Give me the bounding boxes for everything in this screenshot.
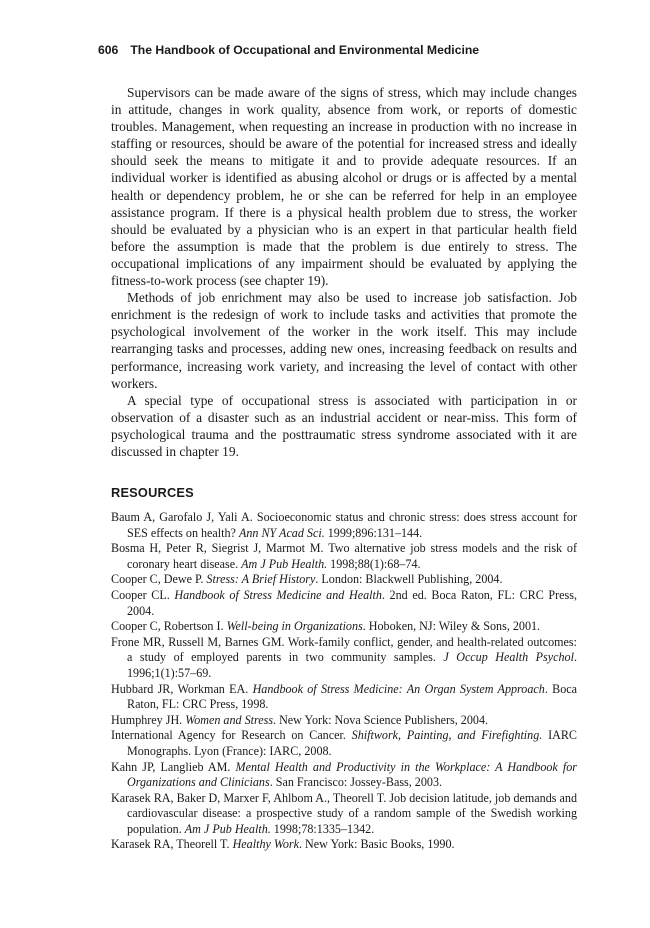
- page-header: [98, 43, 568, 57]
- reference-item: Cooper C, Robertson I. Well-being in Organizations. Hoboken, NJ: Wiley & Sons, 2001.: [111, 619, 541, 634]
- reference-item: Frone MR, Russell M, Barnes GM. Work-family conflict, gender, and health-related outcomes: a study of employed parents in two community samples. J Occup Health Psychol. 1996;1(1):57–69.: [111, 634, 577, 680]
- running-title: The Handbook of Occupational and Environmental Medicine: [130, 43, 480, 57]
- reference-item: Kahn JP, Langlieb AM. Mental Health and Productivity in the Workplace: A Handbook for Organizations and Clinicians. San Francisco: Jossey-Bass, 2003.: [111, 759, 578, 790]
- reference-list: [111, 510, 577, 853]
- reference-item: Humphrey JH. Women and Stress. New York: Nova Science Publishers, 2004.: [111, 712, 489, 727]
- paragraph: Methods of job enrichment may also be used to increase job satisfaction. Job enrichment is the redesign of work to include tasks and activities that promote the psychological involvement of the worker in the work itself. This may include rearranging tasks and processes, adding new ones, increasing feedback on results and performance, increasing work variety, and increasing the level of contact with other workers.: [111, 290, 577, 391]
- reference-item: International Agency for Research on Cancer. Shiftwork, Painting, and Firefighting. IARC Monographs. Lyon (France): IARC, 2008.: [111, 728, 577, 758]
- body-text: [111, 84, 577, 460]
- reference-item: Baum A, Garofalo J, Yali A. Socioeconomic status and chronic stress: does stress account for SES effects on health? Ann NY Acad Sci. 1999;896:131–144.: [111, 510, 577, 540]
- paragraph: A special type of occupational stress is associated with participation in or observation of a disaster such as an industrial accident or near-miss. This form of psychological trauma and the posttraumatic stress syndrome associated with it are discussed in chapter 19.: [111, 392, 577, 459]
- resources-heading: RESOURCES: [111, 485, 194, 500]
- page-number: 606: [98, 43, 119, 57]
- reference-item: Bosma H, Peter R, Siegrist J, Marmot M. Two alternative job stress models and the risk of coronary heart disease. Am J Pub Health. 1998;88(1):68–74.: [111, 541, 577, 571]
- reference-item: Cooper CL. Handbook of Stress Medicine and Health. 2nd ed. Boca Raton, FL: CRC Press, 2004.: [111, 587, 577, 618]
- reference-item: Cooper C, Dewe P. Stress: A Brief History. London: Blackwell Publishing, 2004.: [111, 572, 503, 587]
- paragraph: Supervisors can be made aware of the signs of stress, which may include changes in attitude, changes in work quality, absence from work, or reports of domestic troubles. Management, when requesting an increase in production with no increase in staffing or resources, should be aware of the potential for increased stress and ideally should seek the means to mitigate it and to provide adequate resources. If an individual worker is identified as abusing alcohol or drugs or is affected by a mental health or dependency problem, he or she can be referred for help in an employee assistance program. If there is a physical health problem due to stress, the worker should be evaluated by a physician who is an expert in that particular health field before the assumption is made that the problem is due entirely to stress. The occupational implications of any impairment should be evaluated by applying the fitness-to-work process (see chapter 19).: [111, 85, 577, 289]
- reference-item: Karasek RA, Baker D, Marxer F, Ahlbom A., Theorell T. Job decision latitude, job demands and cardiovascular disease: a prospective study of a random sample of the Swedish working population. Am J Pub Health. 1998;78:1335–1342.: [111, 790, 577, 836]
- reference-item: Hubbard JR, Workman EA. Handbook of Stress Medicine: An Organ System Approach. Boca Raton, FL: CRC Press, 1998.: [111, 681, 577, 712]
- reference-item: Karasek RA, Theorell T. Healthy Work. New York: Basic Books, 1990.: [111, 837, 455, 852]
